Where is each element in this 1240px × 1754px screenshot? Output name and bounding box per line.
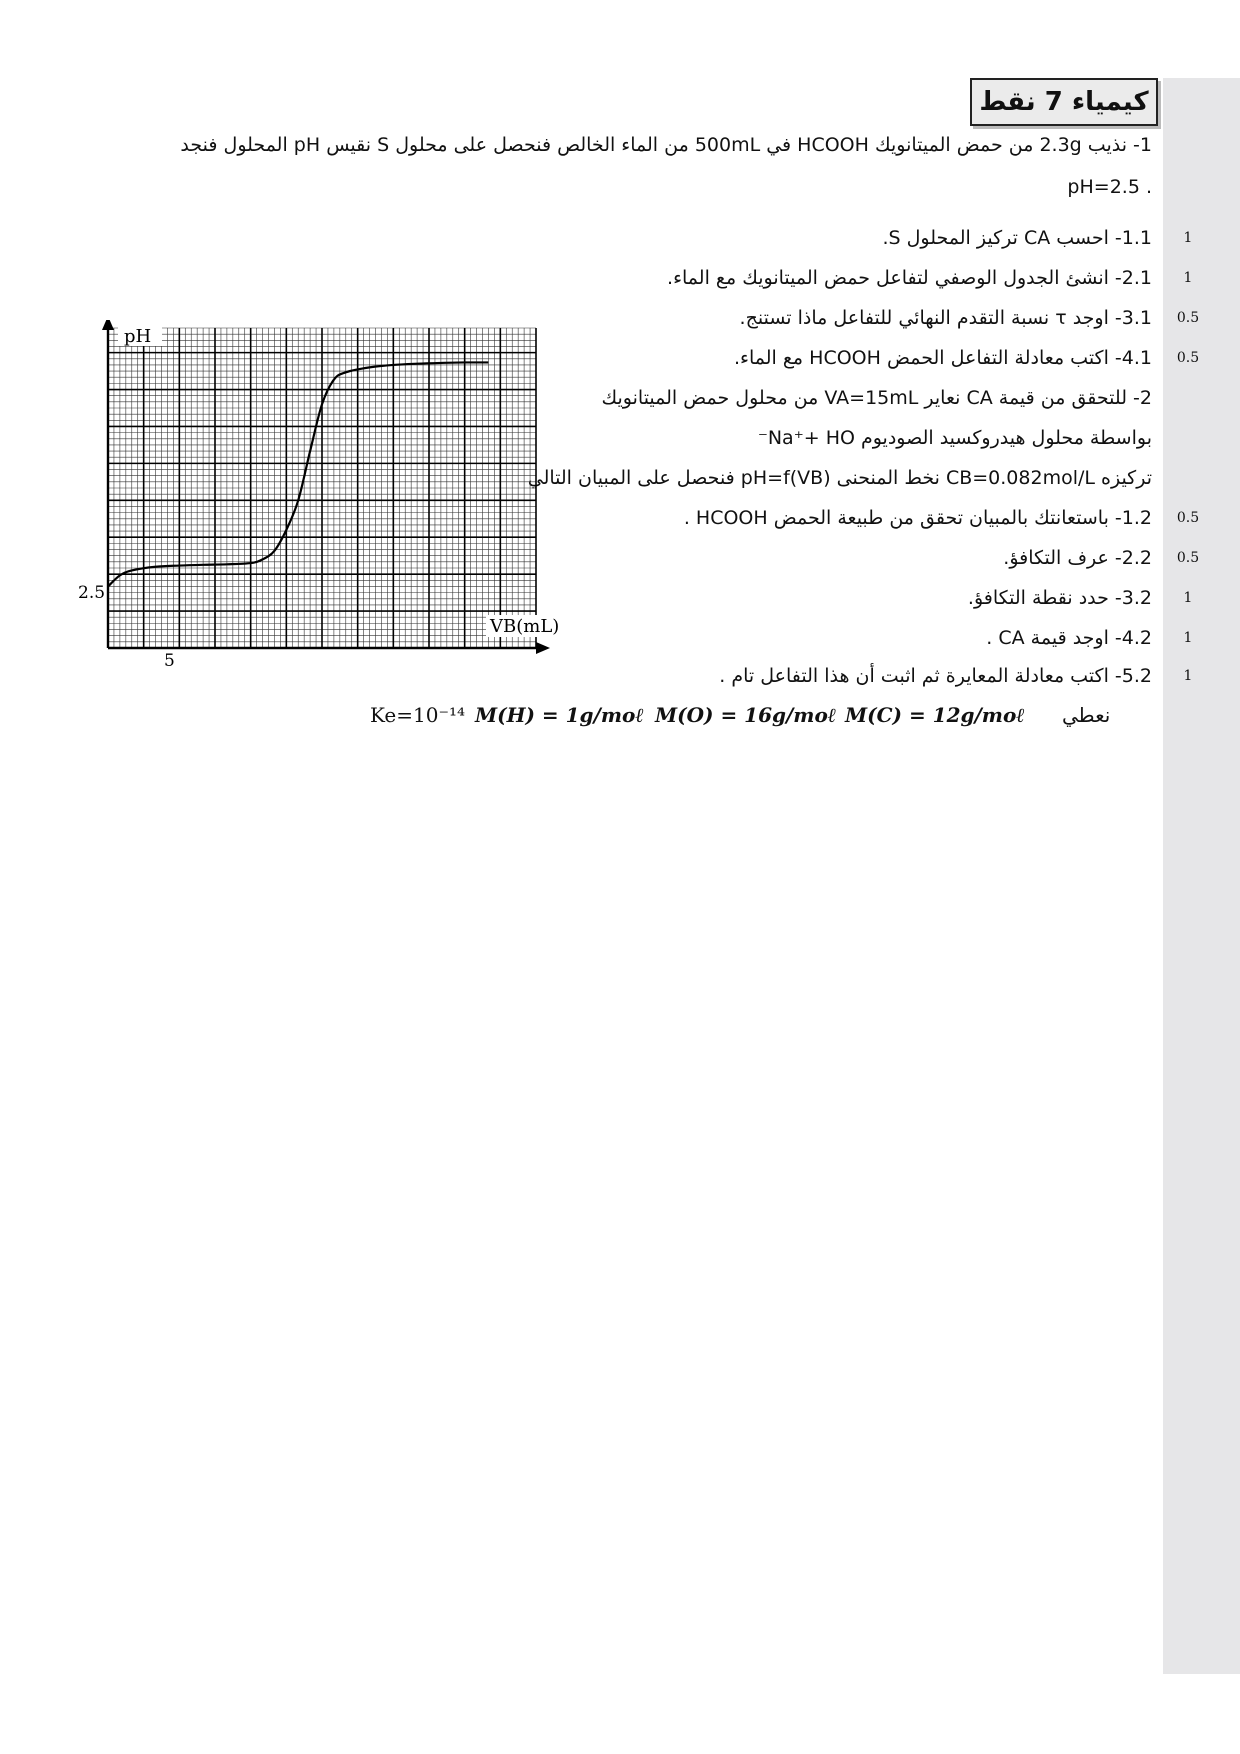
y-axis-label: pH: [124, 326, 152, 347]
question-4-1: 4.1- اكتب معادلة التفاعل الحمض HCOOH مع الماء.: [733, 347, 1152, 369]
question-3-1: 3.1- اوجد τ نسبة التقدم النهائي للتفاعل ماذا تستنج.: [739, 307, 1152, 329]
x-axis-label: VB(mL): [490, 616, 560, 637]
given-mc: M(C) = 12g/moℓ: [845, 703, 1025, 727]
part2-intro-line3: تركيزه CB=0.082mol/L نخط المنحنى pH=f(VB) فنحصل على المبيان التالي: [527, 467, 1152, 489]
section-title: كيمياء 7 نقط: [970, 78, 1158, 126]
part2-intro-line2: بواسطة محلول هيدروكسيد الصوديوم Na⁺+ HO⁻: [757, 427, 1152, 449]
titration-chart-svg: [60, 320, 580, 680]
points-1-2: 0.5: [1176, 510, 1200, 526]
question-4-2: 4.2- اوجد قيمة CA .: [986, 627, 1152, 649]
titration-chart: [60, 320, 580, 680]
question-5-2: 5.2- اكتب معادلة المعايرة ثم اثبت أن هذا التفاعل تام .: [719, 665, 1152, 687]
points-2-2: 0.5: [1176, 550, 1200, 566]
given-mo: M(O) = 16g/moℓ: [655, 703, 837, 727]
given-mh: M(H) = 1g/moℓ: [475, 703, 644, 727]
question-3-2: 3.2- حدد نقطة التكافؤ.: [967, 587, 1152, 609]
points-3-1: 0.5: [1176, 310, 1200, 326]
question-2-1: 2.1- انشئ الجدول الوصفي لتفاعل حمض الميتانويك مع الماء.: [667, 267, 1152, 289]
points-2-1: 1: [1183, 270, 1193, 286]
part2-intro-line1: 2- للتحقق من قيمة CA نعاير VA=15mL من محلول حمض الميتانويك: [601, 387, 1152, 409]
x-axis-arrow: [536, 642, 550, 654]
y-tick-label: 2.5: [78, 583, 106, 603]
part1-intro-line1: 1- نذيب 2.3g من حمض الميتانويك HCOOH في 500mL من الماء الخالص فنحصل على محلول S نقيس pH المحلول فنجد: [180, 134, 1152, 156]
points-4-1: 0.5: [1176, 350, 1200, 366]
points-1-1: 1: [1183, 230, 1193, 246]
question-1-1: 1.1- احسب CA تركيز المحلول S.: [882, 227, 1152, 249]
y-axis-arrow: [102, 320, 114, 330]
given-ke: Ke=10⁻¹⁴: [370, 703, 466, 727]
points-4-2: 1: [1183, 630, 1193, 646]
points-3-2: 1: [1183, 590, 1193, 606]
question-2-2: 2.2- عرف التكافؤ.: [1003, 547, 1152, 569]
question-1-2: 1.2- باستعانتك بالمبيان تحقق من طبيعة الحمض HCOOH .: [683, 507, 1152, 529]
part1-intro-line2: . pH=2.5: [1067, 176, 1152, 198]
givens-label: نعطي: [1062, 703, 1111, 727]
x-tick-label: 5: [164, 651, 175, 671]
points-5-2: 1: [1183, 668, 1193, 684]
givens-line: [370, 700, 1130, 730]
